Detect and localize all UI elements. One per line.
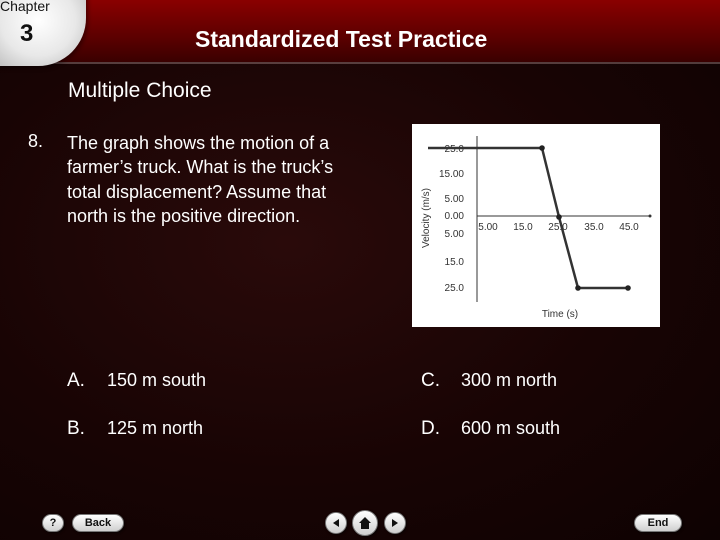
y-tick-label: 5.00 <box>444 229 464 240</box>
y-tick-label: 15.0 <box>444 257 464 268</box>
answer-choice-a[interactable] <box>67 370 206 392</box>
answer-text: 600 m south <box>461 418 561 438</box>
next-button[interactable] <box>384 512 406 534</box>
back-label: Back <box>84 517 112 529</box>
page-title: Standardized Test Practice <box>195 26 488 52</box>
answer-text: 300 m north <box>461 370 558 390</box>
data-point <box>556 214 562 220</box>
footer-nav <box>0 506 720 540</box>
y-tick-label: 25.0 <box>444 283 464 294</box>
end-button[interactable] <box>634 514 682 532</box>
x-tick-label: 35.0 <box>584 222 604 233</box>
right-arrow-icon <box>390 518 400 528</box>
home-icon <box>358 516 372 530</box>
help-icon: ? <box>49 517 57 529</box>
x-tick-label: 45.0 <box>619 222 639 233</box>
help-button[interactable] <box>42 514 64 532</box>
x-tick-label: 15.0 <box>513 222 533 233</box>
answer-choice-c[interactable] <box>421 370 557 392</box>
data-point <box>625 285 631 291</box>
graph-svg <box>412 124 660 327</box>
data-point <box>575 285 581 291</box>
y-tick-label: 0.00 <box>444 211 464 222</box>
answer-choice-d[interactable] <box>421 418 560 440</box>
velocity-time-graph <box>412 124 660 327</box>
data-point <box>539 145 545 151</box>
answer-text: 150 m south <box>107 370 207 390</box>
left-arrow-icon <box>331 518 341 528</box>
chapter-label: Chapter <box>0 0 50 14</box>
x-axis-label: Time (s) <box>541 309 579 320</box>
question-number: 8. <box>28 131 44 151</box>
answer-letter: D. <box>421 418 440 439</box>
chapter-number: 3 <box>20 20 34 47</box>
home-button[interactable] <box>352 510 378 536</box>
x-tick-label: 5.00 <box>478 222 498 233</box>
x-tick-label: 25.0 <box>548 222 568 233</box>
y-tick-label: 15.00 <box>438 169 464 180</box>
back-button[interactable] <box>72 514 124 532</box>
section-title: Multiple Choice <box>68 79 212 102</box>
answer-letter: B. <box>67 418 85 439</box>
answer-letter: A. <box>67 370 85 391</box>
answer-letter: C. <box>421 370 440 391</box>
answer-text: 125 m north <box>107 418 204 438</box>
header-divider <box>0 62 720 64</box>
question-text: The graph shows the motion of a farmer’s truck. What is the truck’s total displacement? Assume that north is the positive direction. <box>67 133 334 227</box>
answer-choice-b[interactable] <box>67 418 203 440</box>
y-tick-label: 5.00 <box>444 194 464 205</box>
y-tick-label: 25.0 <box>444 144 464 155</box>
previous-button[interactable] <box>325 512 347 534</box>
x-axis-arrow <box>649 215 652 218</box>
end-label: End <box>647 517 669 529</box>
y-axis-label: Velocity (m/s) <box>421 187 432 249</box>
